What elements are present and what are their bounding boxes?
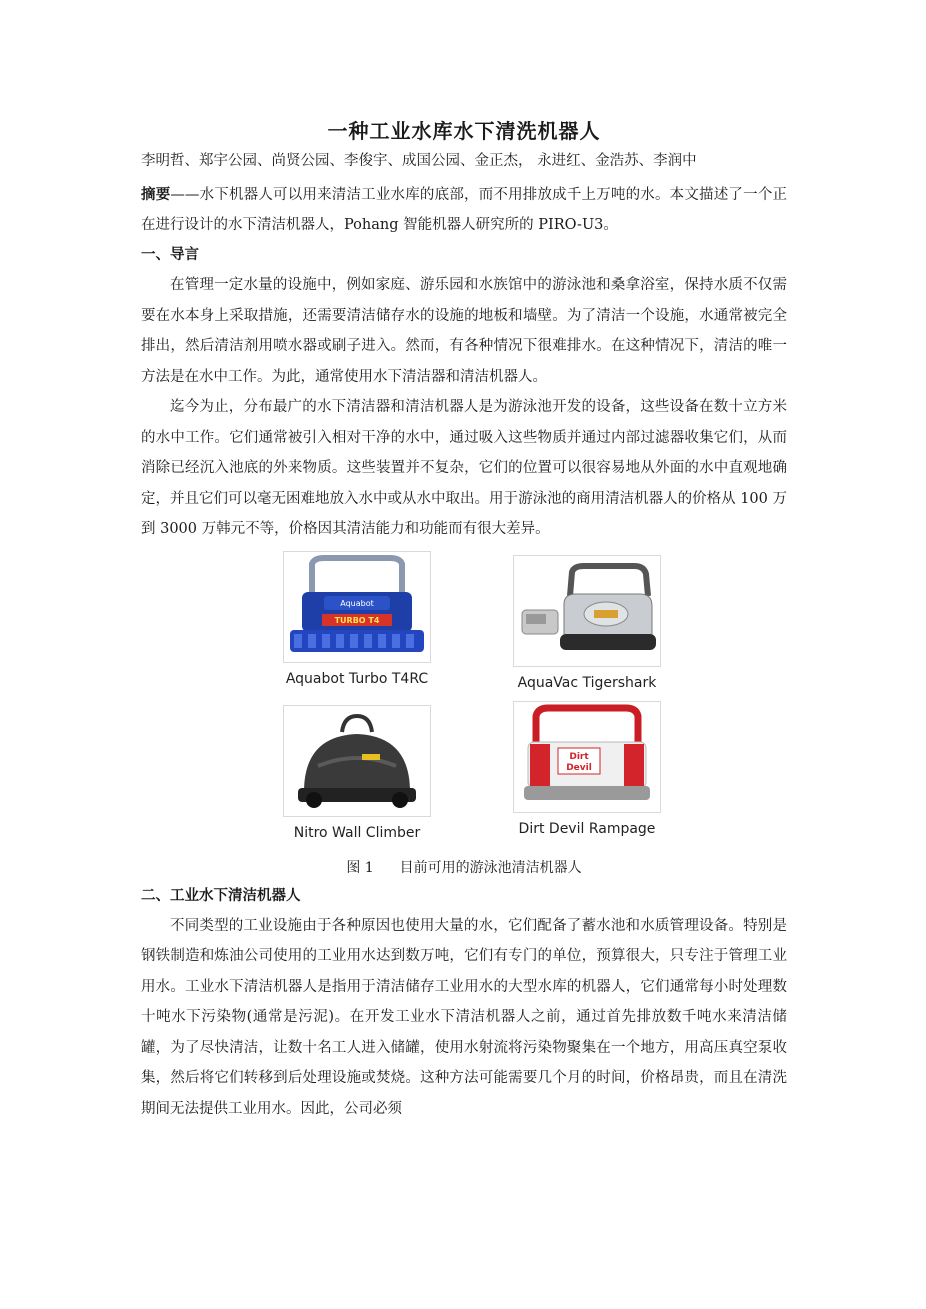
dirtdevil-brand-text-2: Devil: [566, 762, 592, 773]
aquabot-model-text: TURBO T4: [334, 615, 380, 625]
aquabot-robot-icon: [283, 551, 431, 663]
abstract-label: 摘要: [141, 186, 171, 203]
body-paragraph: 在管理一定水量的设施中，例如家庭、游乐园和水族馆中的游泳池和桑拿浴室，保持水质不仅需要在水本身上采取措施，还需要清洁储存水的设施的地板和墙壁。为了清洁一个设施，水通常被完全排出，然后清洁剂用喷水器或刷子进入。然而，有各种情况下很难排水。在这种情况下，清洁的唯一方法是在水中工作。为此，通常使用水下清洁器和清洁机器人。: [141, 277, 787, 385]
dirtdevil-robot-icon: [513, 701, 661, 813]
abstract-text: ——水下机器人可以用来清洁工业水库的底部，而不用排放成千上万吨的水。本文描述了一个正在进行设计的水下清洁机器人，Pohang 智能机器人研究所的 PIRO-U3。: [141, 187, 788, 233]
figure-item-nitro: [268, 705, 446, 843]
section-heading-industrial-robots: 二、工业水下清洁机器人: [141, 887, 301, 904]
dirtdevil-brand-text-1: Dirt: [569, 751, 589, 762]
nitro-robot-icon: [283, 705, 431, 817]
tigershark-robot-icon: [513, 555, 661, 667]
author-list: 李明哲、郑宇公园、尚贤公园、李俊宇、成国公园、金正杰， 永进红、金浩苏、李润中: [141, 153, 697, 169]
abstract: [141, 180, 787, 240]
figure-item-aquabot: [268, 551, 446, 689]
figure-number: 图 1: [346, 859, 374, 876]
paper-title: 一种工业水库水下清洗机器人: [327, 119, 601, 143]
document-content: [141, 116, 787, 1124]
figure-caption: [141, 857, 787, 879]
figure-item-caption: AquaVac Tigershark: [517, 674, 657, 691]
body-paragraph: 不同类型的工业设施由于各种原因也使用大量的水，它们配备了蓄水池和水质管理设备。特别是钢铁制造和炼油公司使用的工业用水达到数万吨，它们有专门的单位，预算很大，只专注于管理工业用水。工业水下清洁机器人是指用于清洁储存工业用水的大型水库的机器人，它们通常每小时处理数十吨水下污染物(通常是污泥)。在开发工业水下清洁机器人之前，通过首先排放数千吨水来清洁储罐，为了尽快清洁，让数十名工人进入储罐，使用水射流将污染物聚集在一个地方，用高压真空泵收集，然后将它们转移到后处理设施或焚烧。这种方法可能需要几个月的时间，价格昂贵，而且在清洗期间无法提供工业用水。因此，公司必须: [141, 917, 787, 1117]
figure-item-caption: Dirt Devil Rampage: [518, 820, 656, 837]
aquabot-brand-text: Aquabot: [340, 598, 374, 608]
figure-item-tigershark: [498, 555, 676, 693]
figure-caption-text: 目前可用的游泳池清洁机器人: [399, 859, 582, 876]
section-heading-introduction: 一、导言: [141, 247, 199, 263]
figure-1: [141, 551, 787, 847]
figure-item-caption: Nitro Wall Climber: [293, 824, 421, 841]
figure-item-dirtdevil: [498, 701, 676, 839]
body-paragraph: 迄今为止，分布最广的水下清洁器和清洁机器人是为游泳池开发的设备，这些设备在数十立方米的水中工作。它们通常被引入相对干净的水中，通过吸入这些物质并通过内部过滤器收集它们，从而消除已经沉入池底的外来物质。这些装置并不复杂，它们的位置可以很容易地从外面的水中直观地确定，并且它们可以毫无困难地放入水中或从水中取出。用于游泳池的商用清洁机器人的价格从 100 万到 3000 万韩元不等，价格因其清洁能力和功能而有很大差异。: [141, 399, 787, 537]
figure-item-caption: Aquabot Turbo T4RC: [285, 670, 429, 687]
